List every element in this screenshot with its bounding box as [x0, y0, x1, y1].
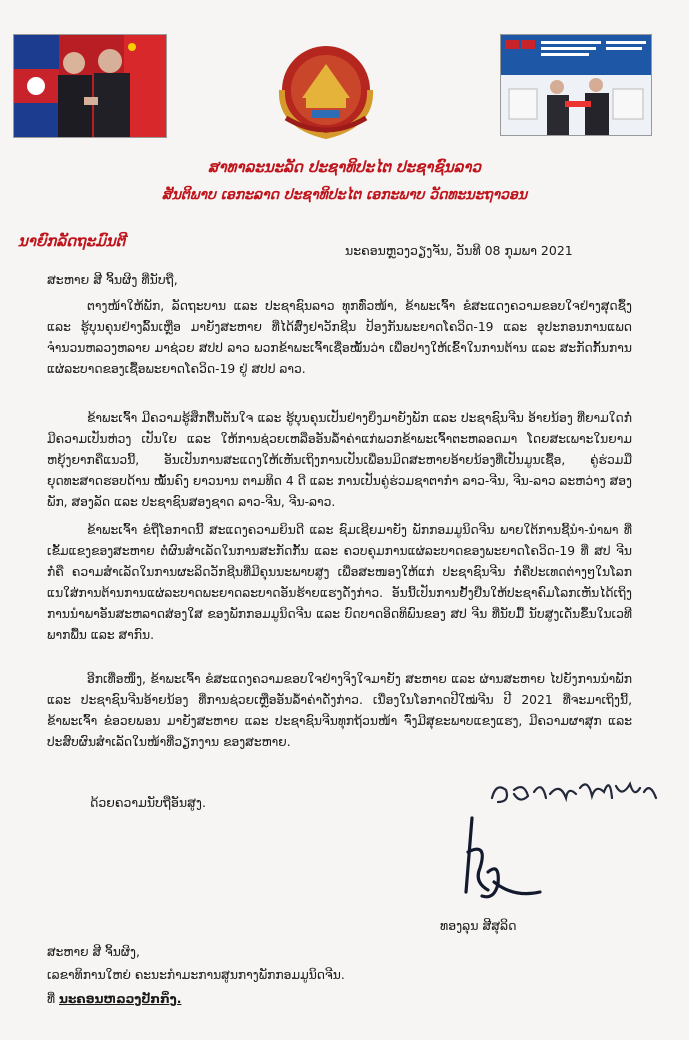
sender-office: ນາຍົກລັດຖະມົນຕີ	[18, 232, 126, 250]
signature-mark	[458, 812, 548, 912]
salutation: ສະຫາຍ ສີ ຈິ້ນຜິງ ທີ່ນັບຖື,	[47, 272, 178, 287]
paragraph: ຂ້າພະເຈົ້າ ມີຄວາມຮູ້ສຶກຕື້ນຕັນໃຈ ແລະ ຮູ້ບຸນຄຸນເປັນຢ່າງຍິ່ງມາຍັງພັກ ແລະ ປະຊາຊົນຈີນ ອ້າຍນ້ອງ ທີ່ຍາມໃດກໍ່ມີຄວາມເປັນຫ່ວງ ເປັນໃຍ ແລະ ໃຫ້ການຊ່ວຍເຫລືອອັນລ້ຳຄ່າແກ່ພວກຂ້າພະເຈົ້າຕະຫລອດມາ ໂດຍສະເພາະໃນຍາມຫຍຸ້ງຍາກຄືແນວນີ້, ອັນເປັນການສະແດງໃຫ້ເຫັນເຖິງການເປັນເພື່ອນມິດສະຫາຍອ້າຍນ້ອງທີ່ເປັນມູນເຊື້ອ, ຄູ່ຮ່ວມມືຍຸດທະສາດຮອບດ້ານ ໝັ້ນຄົງ ຍາວນານ ຕາມທິດ 4 ດີ ແລະ ການເປັນຄູ່ຮ່ວມຊາຕາກຳ ລາວ-ຈີນ, ຈີນ-ລາວ ລະຫວ່າງ ສອງພັກ, ສອງລັດ ແລະ ປະຊາຊົນສອງຊາດ ລາວ-ຈີນ, ຈີນ-ລາວ.	[47, 411, 632, 509]
recipient-address	[47, 992, 181, 1006]
address-prefix: ທີ່	[47, 992, 56, 1006]
paragraph: ຂ້າພະເຈົ້າ ຂໍຖືໂອກາດນີ້ ສະແດງຄວາມຍິນດີ ແລະ ຊົມເຊີຍມາຍັງ ພັກກອມມູນິດຈີນ ພາຍໃຕ້ການຊີ້ນຳ-ນຳພາ ທີ່ເຂັ້ມແຂງຂອງສະຫາຍ ຕໍ່ຜົນສຳເລັດໃນການສະກັດກັ້ນ ແລະ ຄວບຄຸມການແຜ່ລະບາດຂອງພະຍາດໂຄວິດ-19 ທີ່ ສປ ຈີນ ກໍ່ຄື ຄວາມສຳເລັດໃນການຜະລິດວັກຊີນທີ່ມີຄຸນນະພາບສູງ ເພື່ອສະໜອງໃຫ້ແກ່ ປະຊາຊົນຈີນ ກໍ່ຄືປະເທດຕ່າງໆໃນໂລກ ແນໃສ່ການຕ້ານການແຜ່ລະບາດພະຍາດລະບາດອັນຮ້າຍແຮງດັ່ງກ່າວ. ອັນນີ້ເປັນການຢັ້ງຢືນໃຫ້ປະຊາຄົມໂລກເຫັນໄດ້ເຖິງ ການນຳພາອັນສະຫລາດສ່ອງໃສ ຂອງພັກກອມມູນິດຈີນ ແລະ ບົດບາດອິດທິພົນຂອງ ສປ ຈີນ ທີ່ນັບມື້ ນັບສູງເດັ່ນຂຶ້ນໃນເວທີພາກພື້ນ ແລະ ສາກົນ.	[47, 523, 632, 642]
donation-ceremony-photo	[500, 34, 652, 136]
closing-line: ດ້ວຍຄວາມນັບຖືອັນສູງ.	[90, 795, 206, 810]
recipient-title: ເລຂາທິການໃຫຍ່ ຄະນະກຳມະການສູນກາງພັກກອມມູນິດຈີນ.	[47, 968, 345, 982]
paragraph: ອີກເທື່ອໜຶ່ງ, ຂ້າພະເຈົ້າ ຂໍສະແດງຄວາມຂອບໃຈຢ່າງຈິງໃຈມາຍັງ ສະຫາຍ ແລະ ຜ່ານສະຫາຍ ໄປຍັງການນຳພັກ ແລະ ປະຊາຊົນຈີນອ້າຍນ້ອງ ທີ່ການຊ່ວຍເຫຼືອອັນລ້ຳຄ່າດັ່ງກ່າວ. ເນື່ອງໃນໂອກາດປີໃໝ່ຈີນ ປີ 2021 ທີ່ຈະມາເຖິງນີ້, ຂ້າພະເຈົ້າ ຂໍອວຍພອນ ມາຍັງສະຫາຍ ແລະ ປະຊາຊົນຈີນທຸກຖ້ວນໜ້າ ຈົ່ງມີສຸຂະພາບແຂງແຮງ, ມີຄວາມຜາສຸກ ແລະ ປະສົບຜົນສຳເລັດໃນໜ້າທີ່ວຽກງານ ຂອງສະຫາຍ.	[47, 672, 632, 749]
signer-name: ທອງລຸນ ສີສຸລິດ	[440, 918, 517, 933]
letter-date: ນະຄອນຫຼວງວຽງຈັນ, ວັນທີ 08 ກຸມພາ 2021	[345, 243, 573, 258]
state-title: ສາທາລະນະລັດ ປະຊາທິປະໄຕ ປະຊາຊົນລາວ	[208, 158, 481, 176]
national-emblem-icon	[272, 40, 380, 140]
paragraph: ຕາງໜ້າໃຫ້ພັກ, ລັດຖະບານ ແລະ ປະຊາຊົນລາວ ທຸກທົ່ວໜ້າ, ຂ້າພະເຈົ້າ ຂໍສະແດງຄວາມຂອບໃຈຢ່າງສຸດຊຶ້ງ ແລະ ຮູ້ບຸນຄຸນຢ່າງລົ້ນເຫຼືອ ມາຍັງສະຫາຍ ທີ່ໄດ້ສົ່ງຢາວັກຊີນ ປ້ອງກັນພະຍາດໂຄວິດ-19 ແລະ ອຸປະກອນການແພດຈຳນວນຫລວງຫລາຍ ມາຊ່ວຍ ສປປ ລາວ ພວກຂ້າພະເຈົ້າເຊື່ອໝັ້ນວ່າ ເພື່ອປາງໃຫ້ເຂົ້າໃນການຕ້ານ ແລະ ສະກັດກັ້ນການແຜ່ລະບາດຂອງເຊື້ອພະຍາດໂຄວິດ-19 ຢູ່ ສປປ ລາວ.	[47, 299, 632, 376]
handshake-photo	[13, 34, 167, 138]
recipient-name: ສະຫາຍ ສີ ຈິ້ນຜິງ,	[47, 945, 140, 959]
state-motto: ສັນຕິພາບ ເອກະລາດ ປະຊາທິປະໄຕ ເອກະພາບ ວັດທະນະຖາວອນ	[161, 187, 528, 203]
address-city: ນະຄອນຫລວງປັກກິ່ງ.	[58, 992, 182, 1006]
